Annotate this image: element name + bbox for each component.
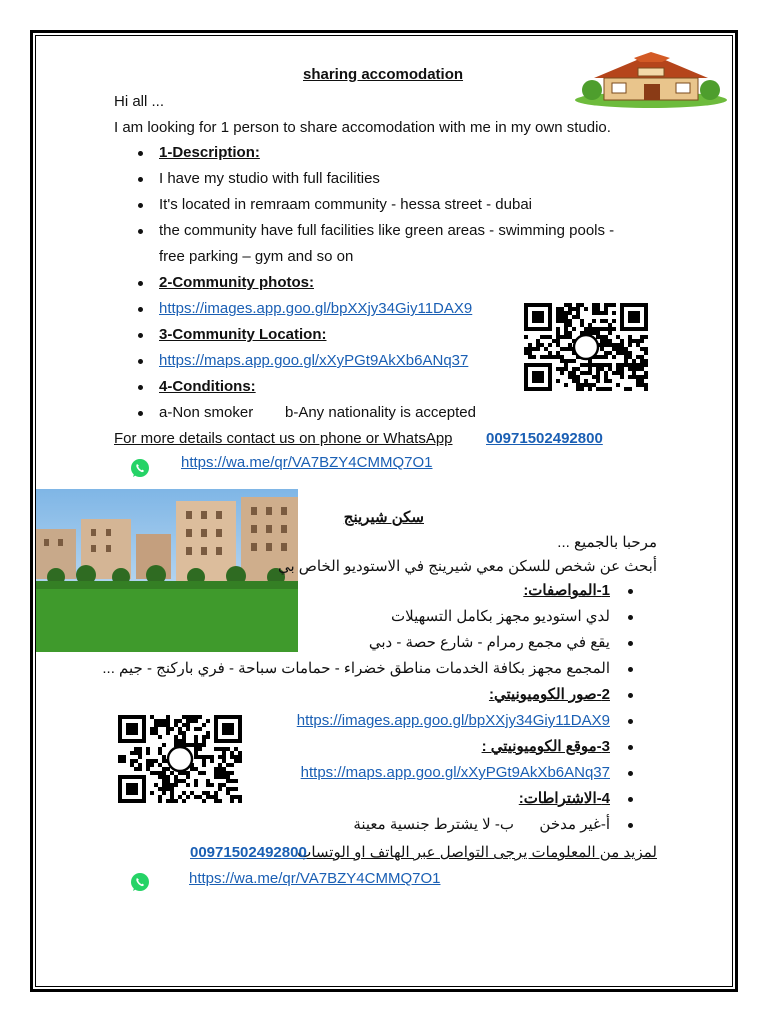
ar-desc-2: يقع في مجمع رمرام - شارع حصة - دبي (368, 634, 610, 651)
ar-desc-1: لدي استوديو مجهز بكامل التسهيلات (391, 608, 610, 625)
en-contact-text: For more details contact us on phone or WhatsApp (114, 430, 453, 447)
bullet (628, 823, 633, 828)
en-desc-3b: free parking – gym and so on (159, 248, 354, 265)
qr-code (118, 715, 242, 803)
en-whatsapp-link[interactable]: https://wa.me/qr/VA7BZY4CMMQ7O1 (181, 454, 433, 471)
community-photo (36, 489, 298, 652)
ar-title: سكن شيرينج (343, 509, 424, 526)
en-phone-link[interactable]: 00971502492800 (486, 430, 603, 447)
qr-code (524, 303, 648, 391)
ar-contact-text: لمزيد من المعلومات يرجى التواصل عبر الهاتف او الوتساب (297, 844, 657, 861)
en-condition-a: a-Non smoker (159, 404, 254, 421)
bullet (138, 229, 143, 234)
bullet (138, 359, 143, 364)
whatsapp-icon[interactable] (130, 458, 150, 478)
bullet (138, 177, 143, 182)
ar-heading-description: 1-المواصفات: (523, 582, 610, 599)
bullet (138, 307, 143, 312)
house-icon (574, 52, 728, 108)
en-location-link[interactable]: https://maps.app.goo.gl/xXyPGt9AkXb6ANq37 (159, 352, 469, 369)
en-heading-photos: 2-Community photos: (159, 274, 314, 291)
bullet (138, 385, 143, 390)
ar-condition-b: ب- لا يشترط جنسية معينة (353, 816, 514, 833)
bullet (138, 281, 143, 286)
ar-phone-link[interactable]: 00971502492800 (190, 844, 307, 861)
bullet (628, 745, 633, 750)
en-desc-3a: the community have full facilities like green areas - swimming pools - (159, 222, 615, 239)
bullet (628, 641, 633, 646)
en-desc-1: I have my studio with full facilities (159, 170, 380, 187)
ar-location-link[interactable]: https://maps.app.goo.gl/xXyPGt9AkXb6ANq37 (300, 764, 610, 781)
bullet (628, 615, 633, 620)
bullet (138, 411, 143, 416)
ar-heading-location: 3-موقع الكوميونيتي : (481, 738, 610, 755)
ar-heading-photos: 2-صور الكوميونيتي: (488, 686, 610, 703)
ar-greeting: مرحبا بالجميع ... (557, 534, 657, 551)
ar-condition-a: أ-غير مدخن (539, 816, 610, 833)
en-condition-b: b-Any nationality is accepted (285, 404, 476, 421)
bullet (628, 719, 633, 724)
ar-desc-3: المجمع مجهز بكافة الخدمات مناطق خضراء - حمامات سباحة - فري باركنج - جيم ... (102, 660, 610, 677)
en-photos-link[interactable]: https://images.app.goo.gl/bpXXjy34Giy11DAX9 (159, 300, 473, 317)
en-heading-description: 1-Description: (159, 144, 260, 161)
bullet (138, 333, 143, 338)
en-heading-conditions: 4-Conditions: (159, 378, 256, 395)
en-title: sharing accomodation (303, 66, 464, 83)
en-intro: I am looking for 1 person to share accomodation with me in my own studio. (114, 119, 611, 136)
whatsapp-icon[interactable] (130, 872, 150, 892)
en-desc-2: It's located in remraam community - hessa street - dubai (159, 196, 533, 213)
ar-heading-conditions: 4-الاشتراطات: (518, 790, 610, 807)
bullet (138, 151, 143, 156)
bullet (628, 771, 633, 776)
bullet (628, 667, 633, 672)
bullet (628, 589, 633, 594)
ar-whatsapp-link[interactable]: https://wa.me/qr/VA7BZY4CMMQ7O1 (189, 870, 441, 887)
en-greeting: Hi all ... (114, 93, 165, 110)
bullet (628, 797, 633, 802)
ar-photos-link[interactable]: https://images.app.goo.gl/bpXXjy34Giy11DAX9 (296, 712, 610, 729)
bullet (628, 693, 633, 698)
ar-intro: أبحث عن شخص للسكن معي شيرينج في الاستوديو الخاص بي (277, 558, 657, 575)
en-heading-location: 3-Community Location: (159, 326, 327, 343)
bullet (138, 203, 143, 208)
